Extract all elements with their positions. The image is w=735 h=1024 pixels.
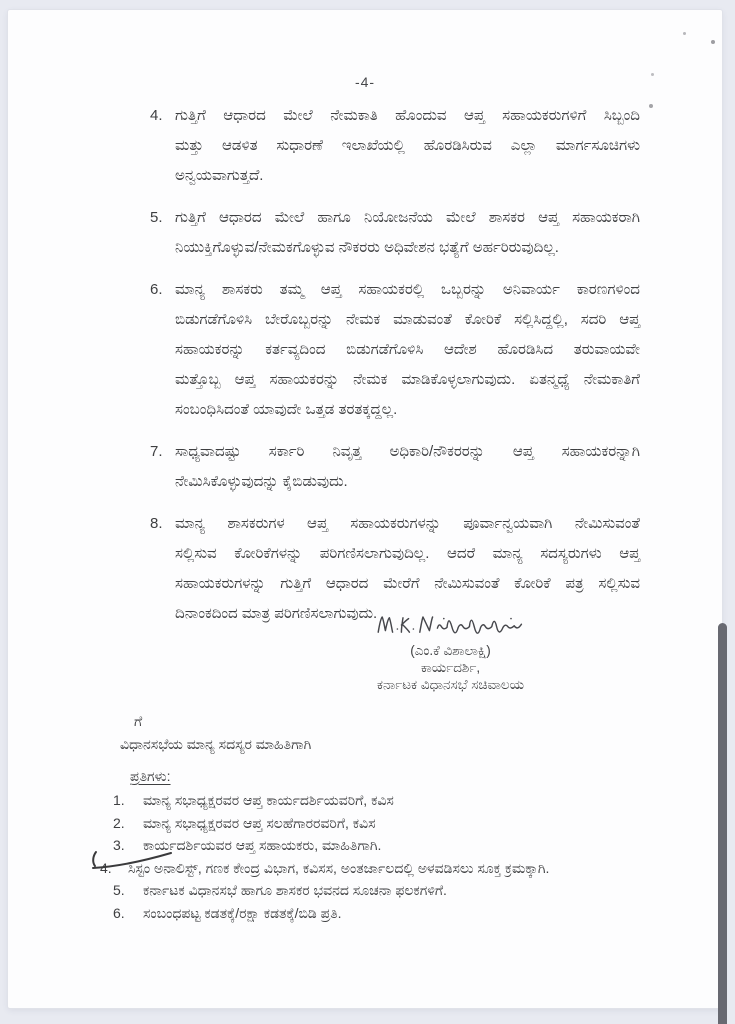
addressee-line: ವಿಧಾನಸಭೆಯ ಮಾನ್ಯ ಸದಸ್ಯರ ಮಾಹಿತಿಗಾಗಿ xyxy=(120,736,312,752)
paragraph-line: ಸಾಧ್ಯವಾದಷ್ಟು ಸರ್ಕಾರಿ ನಿವೃತ್ತ ಅಧಿಕಾರಿ/ನೌಕರರನ್ನು ಆಪ್ತ ಸಹಾಯಕರನ್ನಾಗಿ xyxy=(175,443,640,460)
paragraph-list xyxy=(150,101,642,641)
copy-item-text: ಮಾನ್ಯ ಸಭಾಧ್ಯಕ್ಷರವರ ಆಪ್ತ ಸಲಹೆಗಾರರವರಿಗೆ, ಕವಿಸ xyxy=(143,814,376,831)
paragraph-4 xyxy=(150,101,642,191)
copy-item xyxy=(113,879,713,902)
paragraph-line: ಗುತ್ತಿಗೆ ಆಧಾರದ ಮೇಲೆ ನೇಮಕಾತಿ ಹೊಂದುವ ಆಪ್ತ ಸಹಾಯಕರುಗಳಿಗೆ ಸಿಬ್ಬಂದಿ xyxy=(175,107,640,124)
paragraph-line: ಸಲ್ಲಿಸುವ ಕೋರಿಕೆಗಳನ್ನು ಪರಿಗಣಿಸಲಾಗುವುದಿಲ್ಲ. ಆದರೆ ಮಾನ್ಯ ಸದಸ್ಯರುಗಳು ಆಪ್ತ xyxy=(175,545,640,562)
paragraph-6 xyxy=(150,275,642,425)
page-number: -4- xyxy=(354,74,376,90)
paragraph-line: ಮತ್ತು ಆಡಳಿತ ಸುಧಾರಣೆ ಇಲಾಖೆಯಲ್ಲಿ ಹೊರಡಿಸಿರುವ ಎಲ್ಲಾ ಮಾರ್ಗಸೂಚಿಗಳು xyxy=(175,137,640,154)
paragraph-number: 5. xyxy=(150,209,163,226)
copy-item-text: ಕಾರ್ಯದರ್ಶಿಯವರ ಆಪ್ತ ಸಹಾಯಕರು, ಮಾಹಿತಿಗಾಗಿ. xyxy=(143,837,382,853)
paragraph-line: ಮಾನ್ಯ ಶಾಸಕರು ತಮ್ಮ ಆಪ್ತ ಸಹಾಯಕರಲ್ಲಿ ಒಬ್ಬರನ್ನು ಅನಿವಾರ್ಯ ಕಾರಣಗಳಿಂದ xyxy=(175,281,640,298)
copy-item-text: ಸಂಬಂಧಪಟ್ಟ ಕಡತಕ್ಕೆ/ರಕ್ಷಾ ಕಡತಕ್ಕೆ/ಬಿಡಿ ಪ್ರತಿ. xyxy=(143,904,342,921)
paragraph-5 xyxy=(150,203,642,263)
signature-name: (ಎಂ.ಕೆ ವಿಶಾಲಾಕ್ಷಿ) xyxy=(410,643,491,658)
paragraph-line: ಬಿಡುಗಡೆಗೊಳಿಸಿ ಬೇರೊಬ್ಬರನ್ನು ನೇಮಕ ಮಾಡುವಂತೆ ಕೋರಿಕೆ ಸಲ್ಲಿಸಿದ್ದಲ್ಲಿ, ಸದರಿ ಆಪ್ತ xyxy=(175,311,640,328)
addressee-to-label: ಗೆ xyxy=(134,713,143,729)
paragraph-line: ಮಾನ್ಯ ಶಾಸಕರುಗಳ ಆಪ್ತ ಸಹಾಯಕರುಗಳನ್ನು ಪೂರ್ವಾನ್ವಯವಾಗಿ ನೇಮಿಸುವಂತೆ xyxy=(175,515,640,532)
paragraph-line: ನೇಮಿಸಿಕೊಳ್ಳುವುದನ್ನು ಕೈಬಿಡುವುದು. xyxy=(175,473,348,490)
paragraph-line: ಸಹಾಯಕರುಗಳನ್ನು ಗುತ್ತಿಗೆ ಆಧಾರದ ಮೇರೆಗೆ ನೇಮಿಸುವಂತೆ ಕೋರಿಕೆ ಪತ್ರ ಸಲ್ಲಿಸುವ xyxy=(175,575,640,592)
copy-item-text: ಸಿಸ್ಟಂ ಅನಾಲಿಸ್ಟ್, ಗಣಕ ಕೇಂದ್ರ ವಿಭಾಗ, ಕವಿಸಸ, ಅಂತರ್ಜಾಲದಲ್ಲಿ ಅಳವಡಿಸಲು ಸೂಕ್ತ ಕ್ರಮಕ್ಕಾಗಿ. xyxy=(128,859,550,876)
paragraph-line: ನಿಯುಕ್ತಿಗೊಳ್ಳುವ/ನೇಮಕಗೊಳ್ಳುವ ನೌಕರರು ಅಧಿವೇಶನ ಭತ್ಯೆಗೆ ಅರ್ಹರಿರುವುದಿಲ್ಲ. xyxy=(175,239,559,256)
copy-item xyxy=(113,902,713,925)
signature-image xyxy=(375,610,535,640)
signature-block xyxy=(323,610,578,693)
paragraph-line: ಮತ್ತೊಬ್ಬ ಆಪ್ತ ಸಹಾಯಕರನ್ನು ನೇಮಕ ಮಾಡಿಕೊಳ್ಳಲಾಗುವುದು. ಏತನ್ಮಧ್ಯೆ ನೇಮಕಾತಿಗೆ xyxy=(175,371,640,388)
paragraph-number: 6. xyxy=(150,281,163,298)
copy-item-number: 1. xyxy=(113,792,125,808)
copy-item-text: ಕರ್ನಾಟಕ ವಿಧಾನಸಭೆ ಹಾಗೂ ಶಾಸಕರ ಭವನದ ಸೂಚನಾ ಫಲಕಗಳಿಗೆ. xyxy=(143,882,447,898)
paragraph-number: 7. xyxy=(150,443,163,460)
paragraph-line: ಸಹಾಯಕರನ್ನು ಕರ್ತವ್ಯದಿಂದ ಬಿಡುಗಡೆಗೊಳಿಸಿ ಆದೇಶ ಹೊರಡಿಸಿದ ತರುವಾಯವೇ xyxy=(175,341,640,358)
copy-item-number: 6. xyxy=(113,904,125,921)
copies-list xyxy=(100,789,713,924)
copy-item-number: 4. xyxy=(100,859,112,876)
paragraph-line: ಅನ್ವಯವಾಗುತ್ತದೆ. xyxy=(175,167,264,184)
copy-item-number: 2. xyxy=(113,814,125,831)
signature-organization: ಕರ್ನಾಟಕ ವಿಧಾನಸಭೆ ಸಚಿವಾಲಯ xyxy=(376,677,525,692)
paragraph-line: ಸಂಬಂಧಿಸಿದಂತೆ ಯಾವುದೇ ಒತ್ತಡ ತರತಕ್ಕದ್ದಲ್ಲ. xyxy=(175,401,398,418)
copy-item-text: ಮಾನ್ಯ ಸಭಾಧ್ಯಕ್ಷರವರ ಆಪ್ತ ಕಾರ್ಯದರ್ಶಿಯವರಿಗೆ, ಕವಿಸ xyxy=(143,792,394,808)
copy-item xyxy=(100,857,713,880)
paragraph-number: 4. xyxy=(150,107,163,124)
handwritten-strike-mark xyxy=(90,849,174,873)
copy-item-number: 5. xyxy=(113,882,125,898)
paragraph-line: ಗುತ್ತಿಗೆ ಆಧಾರದ ಮೇಲೆ ಹಾಗೂ ನಿಯೋಜನೆಯ ಮೇಲೆ ಶಾಸಕರ ಆಪ್ತ ಸಹಾಯಕರಾಗಿ xyxy=(175,209,640,226)
copy-item xyxy=(113,834,713,857)
paragraph-number: 8. xyxy=(150,515,163,532)
vertical-scrollbar-thumb[interactable] xyxy=(718,623,727,1024)
addressee-block xyxy=(120,710,311,756)
copy-item-number: 3. xyxy=(113,837,125,853)
copies-heading: ಪ್ರತಿಗಳು: xyxy=(130,768,171,784)
paragraph-7 xyxy=(150,437,642,497)
copy-item xyxy=(113,812,713,835)
paragraph-line: ದಿನಾಂಕದಿಂದ ಮಾತ್ರ ಪರಿಗಣಿಸಲಾಗುವುದು. xyxy=(175,605,378,622)
signature-title: ಕಾರ್ಯದರ್ಶಿ, xyxy=(420,660,481,675)
copy-item xyxy=(113,789,713,812)
